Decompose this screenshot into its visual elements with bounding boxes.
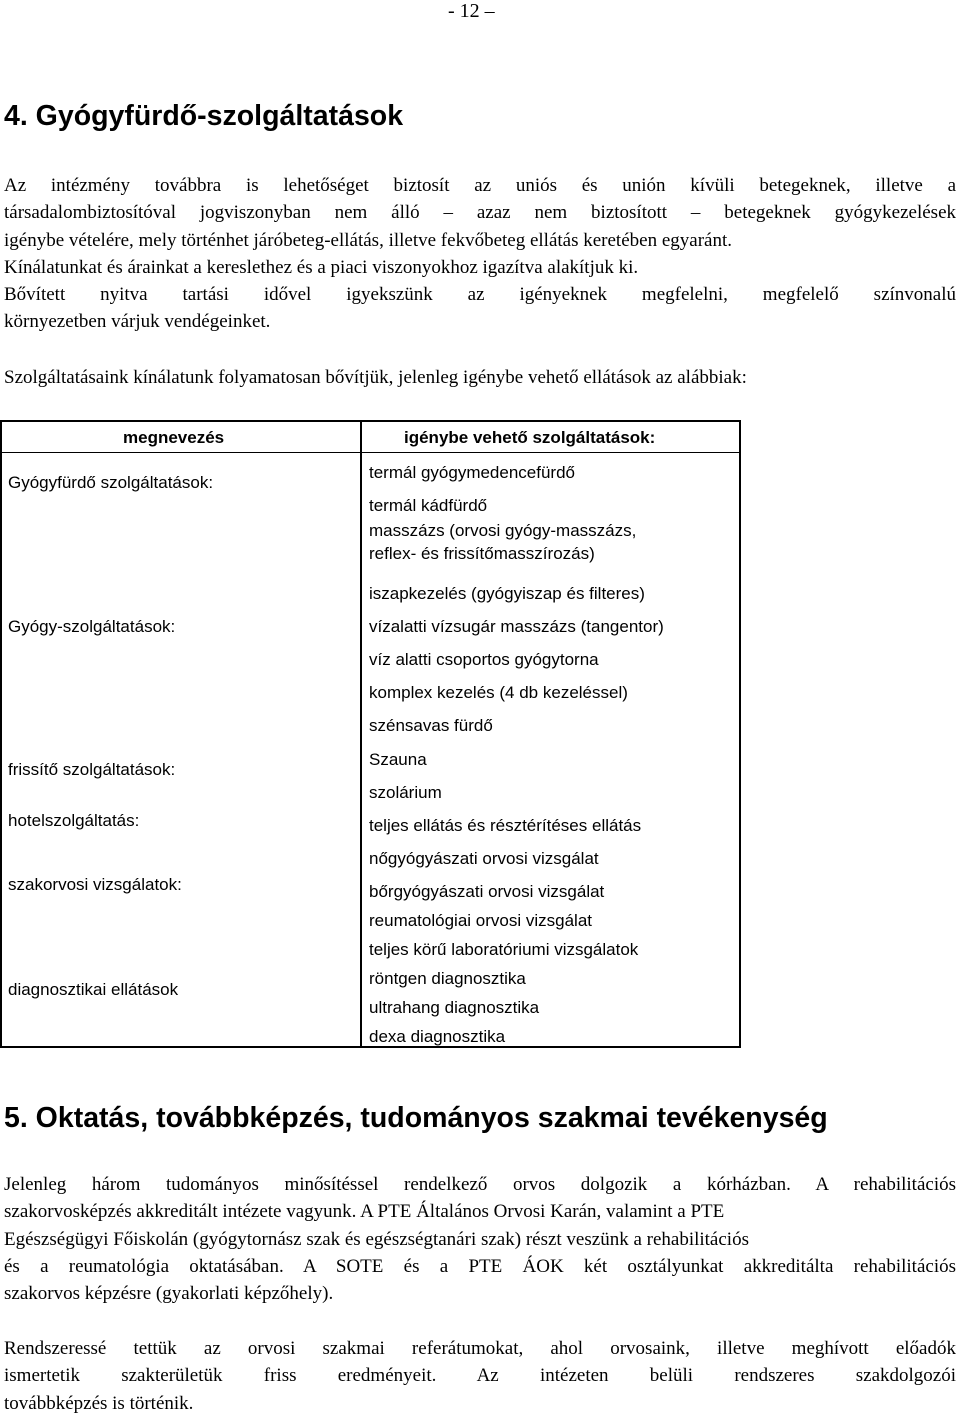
- text-line: Bővített nyitva tartási idővel igyekszünk az igényeknek megfelelni, megfelelő színvonalú: [4, 284, 956, 306]
- text-line: továbbképzés is történik.: [4, 1392, 194, 1414]
- service-item: bőrgyógyászati orvosi vizsgálat: [369, 882, 605, 901]
- service-item: dexa diagnosztika: [369, 1027, 506, 1046]
- service-item: reflex- és frissítőmasszírozás): [369, 544, 595, 563]
- table-header-services: igénybe vehető szolgáltatások:: [404, 428, 656, 447]
- service-item: iszapkezelés (gyógyiszap és filteres): [369, 584, 645, 603]
- text-line: környezetben várjuk vendégeinket.: [4, 311, 271, 333]
- service-item: reumatológiai orvosi vizsgálat: [369, 911, 592, 930]
- table-header-name: megnevezés: [123, 428, 225, 447]
- service-item: teljes ellátás és résztérítéses ellátás: [369, 816, 642, 835]
- page-number: - 12 –: [448, 0, 495, 22]
- text-line: társadalombiztosítóval jogviszonyban nem álló – azaz nem biztosított – betegeknek gyógykezelések: [4, 202, 956, 224]
- section-5-title: 5. Oktatás, továbbképzés, tudományos szakmai tevékenység: [4, 1102, 828, 1134]
- category-hotel: hotelszolgáltatás:: [8, 811, 140, 830]
- service-item: vízalatti vízsugár masszázs (tangentor): [369, 617, 664, 636]
- text-line: Kínálatunkat és árainkat a kereslethez és a piaci viszonyokhoz igazítva alakítjuk ki.: [4, 256, 639, 278]
- text-line: ismertetik szakterületük friss eredményeit. Az intézeten belüli rendszeres szakdolgozói: [4, 1365, 956, 1387]
- text-line: és a reumatológia oktatásában. A SOTE és a PTE ÁOK két osztályunkat akkreditálta rehabilitációs: [4, 1255, 956, 1277]
- service-item: termál kádfürdő: [369, 496, 488, 515]
- text-line: Jelenleg három tudományos minősítéssel rendelkező orvos dolgozik a kórházban. A rehabilitációs: [4, 1174, 956, 1195]
- service-item: komplex kezelés (4 db kezeléssel): [369, 683, 628, 702]
- category-gyogyfurdo: Gyógyfürdő szolgáltatások:: [8, 473, 214, 492]
- service-item: teljes körű laboratóriumi vizsgálatok: [369, 940, 639, 959]
- service-item: szolárium: [369, 783, 442, 802]
- service-item: ultrahang diagnosztika: [369, 998, 540, 1017]
- text-line: Szolgáltatásaink kínálatunk folyamatosan bővítjük, jelenleg igénybe vehető ellátások az alábbiak:: [4, 367, 747, 388]
- text-line: szakorvos képzésre (gyakorlati képzőhely).: [4, 1283, 334, 1305]
- service-item: termál gyógymedencefürdő: [369, 463, 576, 482]
- text-line: Egészségügyi Főiskolán (gyógytornász szak és egészségtanári szak) részt veszünk a rehabilitációs: [4, 1228, 749, 1250]
- category-diagnosztikai: diagnosztikai ellátások: [8, 980, 179, 999]
- category-gyogy: Gyógy-szolgáltatások:: [8, 617, 176, 636]
- category-frissito: frissítő szolgáltatások:: [8, 760, 176, 779]
- service-item: Szauna: [369, 750, 427, 769]
- service-item: nőgyógyászati orvosi vizsgálat: [369, 849, 599, 868]
- service-item: masszázs (orvosi gyógy-masszázs,: [369, 521, 637, 540]
- section-4-paragraph-1: [4, 172, 956, 336]
- text-line: Rendszeressé tettük az orvosi szakmai referátumokat, ahol orvosaink, illetve meghívott előadók: [4, 1338, 956, 1359]
- section-4-paragraph-2: [4, 364, 956, 391]
- service-item: röntgen diagnosztika: [369, 969, 526, 988]
- category-szakorvosi: szakorvosi vizsgálatok:: [8, 875, 182, 894]
- section-5-paragraph-1: [4, 1171, 956, 1307]
- section-5-paragraph-2: [4, 1335, 956, 1417]
- text-line: szakorvosképzés akkreditált intézete vagyunk. A PTE Általános Orvosi Karán, valamint a PTE: [4, 1201, 725, 1223]
- service-item: víz alatti csoportos gyógytorna: [369, 650, 599, 669]
- service-item: szénsavas fürdő: [369, 716, 493, 735]
- text-line: Az intézmény továbbra is lehetőséget biztosít az uniós és unión kívüli betegeknek, illetve a: [4, 175, 956, 196]
- section-4-title: 4. Gyógyfürdő-szolgáltatások: [4, 100, 404, 132]
- text-line: igénybe vételére, mely történhet járóbeteg-ellátás, illetve fekvőbeteg ellátás keretében egyaránt.: [4, 229, 732, 251]
